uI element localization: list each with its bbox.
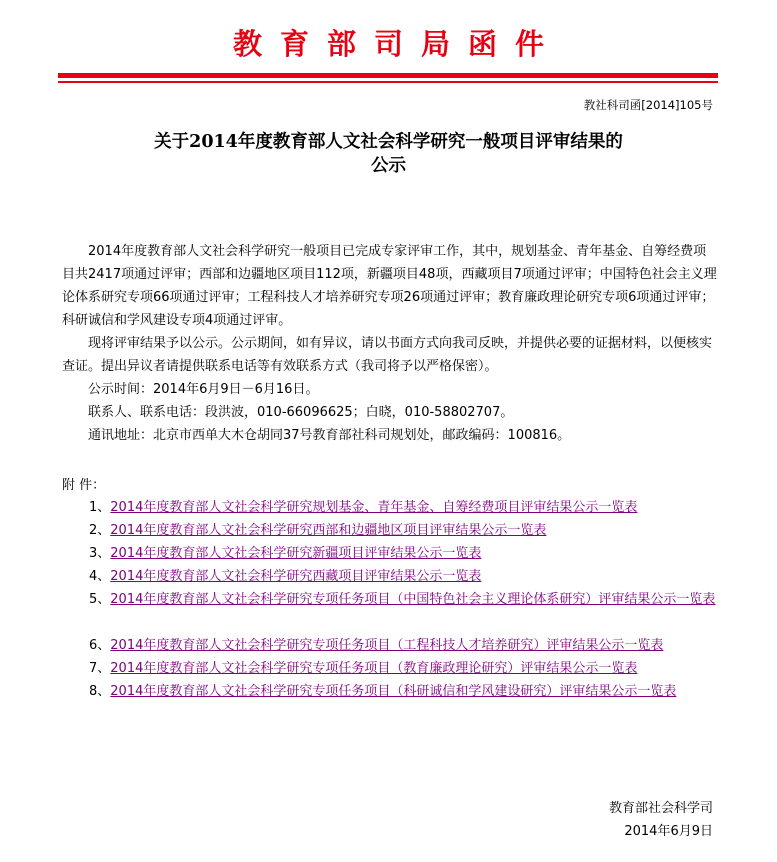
- paragraph-address: 通讯地址：北京市西单大木仓胡同37号教育部社科司规划处，邮政编码：100816。: [88, 428, 571, 443]
- document-title-line-1: 关于2014年度教育部人文社会科学研究一般项目评审结果的: [154, 132, 623, 152]
- document-body: [62, 240, 718, 447]
- document-number: 教社科司函[2014]105号: [583, 98, 713, 112]
- attachment-link-8[interactable]: 2014年度教育部人文社会科学研究专项任务项目（科研诚信和学风建设研究）评审结果公示一览表: [110, 684, 677, 699]
- letterhead-rule-thick: [58, 73, 718, 78]
- attachment-number: 6、: [89, 638, 111, 653]
- attachment-link-1[interactable]: 2014年度教育部人文社会科学研究规划基金、青年基金、自筹经费项目评审结果公示一览表: [110, 500, 638, 515]
- letterhead-rule-thin: [58, 81, 718, 83]
- attachment-item: [62, 542, 718, 565]
- attachment-number: 7、: [89, 661, 111, 676]
- attachment-item: [62, 588, 718, 611]
- attachment-number: 3、: [89, 546, 111, 561]
- letterhead-title: 教育部司局函件: [232, 27, 562, 61]
- paragraph-notice: 现将评审结果予以公示。公示期间，如有异议，请以书面方式向我司反映，并提供必要的证据材料，以便核实查证。提出异议者请提供联系电话等有效联系方式（我司将予以严格保密）。: [62, 336, 713, 374]
- paragraph-contact: 联系人、联系电话：段洪波，010-66096625；白晓，010-58802707。: [88, 405, 514, 420]
- attachment-link-7[interactable]: 2014年度教育部人文社会科学研究专项任务项目（教育廉政理论研究）评审结果公示一览表: [110, 661, 638, 676]
- paragraph-summary: 2014年度教育部人文社会科学研究一般项目已完成专家评审工作，其中，规划基金、青年基金、自筹经费项目共2417项通过评审；西部和边疆地区项目112项，新疆项目48项，西藏项目7项通过评审；中国特色社会主义理论体系研究专项66项通过评审；工程科技人才培养研究专项26项通过评审；教育廉政理论研究专项6项通过评审；科研诚信和学风建设专项4项通过评审。: [62, 244, 717, 328]
- paragraph-period: 公示时间：2014年6月9日－6月16日。: [88, 382, 319, 397]
- attachment-number: 1、: [89, 500, 111, 515]
- document-title: [0, 130, 777, 178]
- attachment-item: [62, 657, 718, 680]
- attachment-item: [62, 565, 718, 588]
- attachment-number: 5、: [89, 592, 111, 607]
- attachments-heading: 附 件：: [62, 478, 106, 493]
- signature-organization: 教育部社会科学司: [608, 801, 713, 816]
- attachment-item: [62, 519, 718, 542]
- document-title-line-2: 公示: [371, 156, 406, 176]
- attachment-link-3[interactable]: 2014年度教育部人文社会科学研究新疆项目评审结果公示一览表: [110, 546, 482, 561]
- attachment-link-6[interactable]: 2014年度教育部人文社会科学研究专项任务项目（工程科技人才培养研究）评审结果公示一览表: [110, 638, 664, 653]
- attachment-number: 2、: [89, 523, 111, 538]
- attachment-link-2[interactable]: 2014年度教育部人文社会科学研究西部和边疆地区项目评审结果公示一览表: [110, 523, 547, 538]
- signature-date: 2014年6月9日: [624, 824, 713, 839]
- attachment-item: [62, 634, 718, 657]
- attachment-link-4[interactable]: 2014年度教育部人文社会科学研究西藏项目评审结果公示一览表: [110, 569, 482, 584]
- attachment-number: 8、: [89, 684, 111, 699]
- attachment-item: [62, 496, 718, 519]
- attachment-link-5[interactable]: 2014年度教育部人文社会科学研究专项任务项目（中国特色社会主义理论体系研究）评审结果公示一览表: [110, 592, 716, 607]
- attachment-number: 4、: [89, 569, 111, 584]
- attachment-item: [62, 680, 718, 703]
